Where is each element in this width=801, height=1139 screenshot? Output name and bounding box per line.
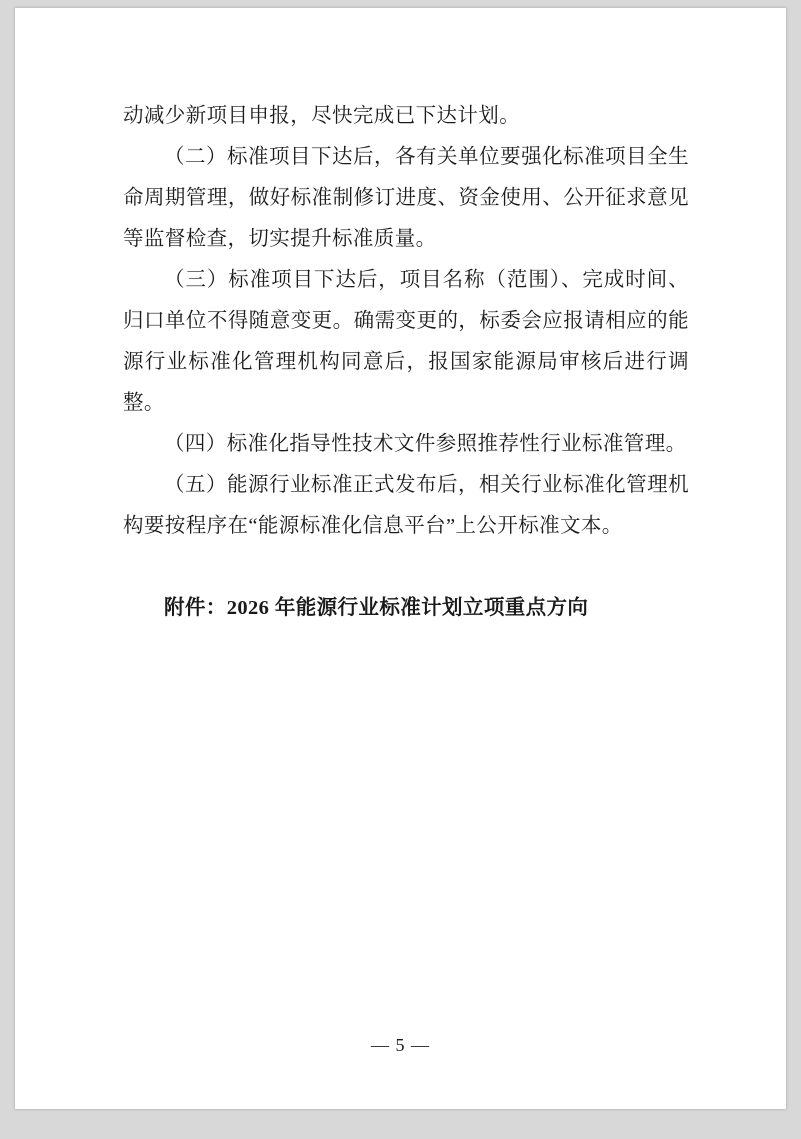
paragraph-item-5: （五）能源行业标准正式发布后，相关行业标准化管理机构要按程序在“能源标准化信息平台”上公开标准文本。 bbox=[123, 474, 689, 537]
document-body bbox=[123, 96, 689, 629]
paragraph-continuation: 动减少新项目申报，尽快完成已下达计划。 bbox=[123, 105, 521, 127]
page-number: — 5 — bbox=[371, 1035, 430, 1055]
attachment-line: 附件：2026 年能源行业标准计划立项重点方向 bbox=[164, 597, 589, 619]
document-page bbox=[15, 8, 786, 1109]
paragraph-item-4: （四）标准化指导性技术文件参照推荐性行业标准管理。 bbox=[164, 433, 687, 455]
paragraph-item-2: （二）标准项目下达后，各有关单位要强化标准项目全生命周期管理，做好标准制修订进度、资金使用、公开征求意见等监督检查，切实提升标准质量。 bbox=[123, 146, 689, 250]
paragraph-item-3: （三）标准项目下达后，项目名称（范围）、完成时间、归口单位不得随意变更。确需变更的，标委会应报请相应的能源行业标准化管理机构同意后，报国家能源局审核后进行调整。 bbox=[123, 269, 689, 414]
